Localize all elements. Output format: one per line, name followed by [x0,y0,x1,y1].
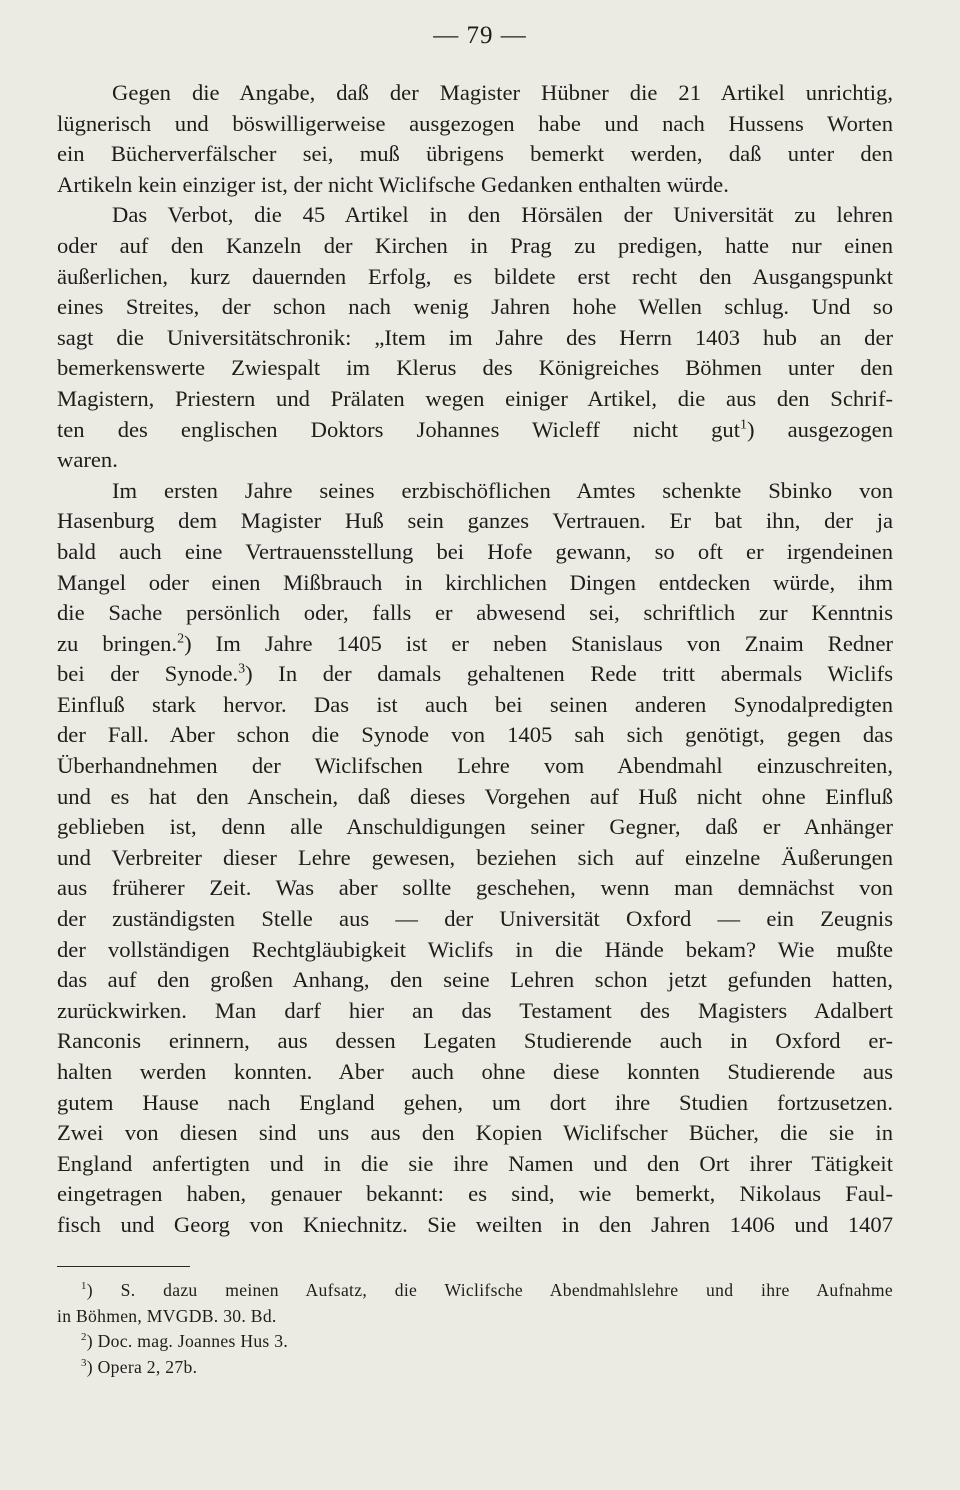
text-line [57,812,893,843]
line-text: und Verbreiter dieser Lehre gewesen, beziehen sich auf einzelne Äußerungen [57,844,893,870]
footnote-marker: 3 [81,1356,87,1369]
line-text-continued: ) ausgezogen [746,416,893,442]
text-line [57,568,893,599]
text-line [57,690,893,721]
footnote-marker: 1 [81,1280,87,1293]
line-text: ein Bücherverfälscher sei, muß übrigens bemerkt werden, daß unter den [57,141,893,167]
line-text: ten des englischen Doktors Johannes Wicleff nicht gut [57,416,740,442]
line-text: Zwei von diesen sind uns aus den Kopien Wiclifscher Bücher, die sie in [57,1120,893,1146]
footnote-line [57,1329,893,1355]
line-text: ) Opera 2, 27b. [86,1356,198,1377]
line-text: lügnerisch und böswilligerweise ausgezogen habe und nach Hussens Worten [57,110,893,136]
text-line [57,170,893,201]
text-line [57,996,893,1027]
line-text: Gegen die Angabe, daß der Magister Hübner die 21 Artikel unrichtig, [112,80,893,105]
footnote-marker: 2 [81,1331,87,1344]
text-line [57,751,893,782]
text-line [57,537,893,568]
footnote [57,1329,893,1355]
line-text: halten werden konnten. Aber auch ohne diese konnten Studierende aus [57,1059,893,1084]
text-line [57,323,893,354]
footnote-reference: 3 [238,661,246,677]
text-line [57,1026,893,1057]
line-text: Im ersten Jahre seines erzbischöflichen Amtes schenkte Sbinko von [112,477,893,503]
footnote-rule [57,1266,190,1267]
text-line [57,1149,893,1180]
line-text: bemerkenswerte Zwiespalt im Klerus des Königreiches Böhmen unter den [57,355,893,381]
line-text: waren. [57,447,118,473]
line-text: eines Streites, der schon nach wenig Jahren hohe Wellen schlug. Und so [57,294,893,320]
text-line [57,1057,893,1088]
text-line [57,200,893,231]
line-text: der zuständigsten Stelle aus — der Universität Oxford — ein Zeugnis [57,906,893,932]
footnote-reference: 2 [177,631,185,647]
line-text: und es hat den Anschein, daß dieses Vorgehen auf Huß nicht ohne Einfluß [57,783,893,809]
text-line [57,1118,893,1149]
text-line [57,935,893,966]
line-text: Magistern, Priestern und Prälaten wegen einiger Artikel, die aus den Schrif- [57,385,893,411]
text-line [57,415,893,446]
text-line [57,384,893,415]
text-line [57,476,893,507]
line-text-continued: ) Im Jahre 1405 ist er neben Stanislaus von Znaim Redner [184,630,893,656]
line-text-continued: ) In der damals gehaltenen Rede tritt abermals Wiclifs [245,661,893,687]
line-text: Überhandnehmen der Wiclifschen Lehre vom Abendmahl einzuschreiten, [57,753,893,779]
line-text: Mangel oder einen Mißbrauch in kirchlichen Dingen entdecken würde, ihm [57,569,893,595]
footnote-line [57,1278,893,1304]
text-line [57,659,893,690]
text-line [57,292,893,323]
line-text: äußerlichen, kurz dauernden Erfolg, es bildete erst recht den Ausgangspunkt [57,263,893,289]
text-line [57,629,893,660]
footnotes [57,1278,893,1380]
line-text: in Böhmen, MVGDB. 30. Bd. [57,1305,277,1326]
line-text: gutem Hause nach England gehen, um dort ihre Studien fortzusetzen. [57,1089,893,1115]
text-line [57,1210,893,1241]
line-text: oder auf den Kanzeln der Kirchen in Prag zu predigen, hatte nur einen [57,232,893,258]
line-text: Einfluß stark hervor. Das ist auch bei seinen anderen Synodalpredigten [57,691,893,717]
line-text: bald auch eine Vertrauensstellung bei Hofe gewann, so oft er irgendeinen [57,538,893,564]
line-text: zurückwirken. Man darf hier an das Testament des Magisters Adalbert [57,997,893,1023]
line-text: geblieben ist, denn alle Anschuldigungen seiner Gegner, daß er Anhänger [57,814,893,840]
footnote [57,1278,893,1329]
footnote-line [57,1304,893,1330]
text-line [57,782,893,813]
line-text: eingetragen haben, genauer bekannt: es sind, wie bemerkt, Nikolaus Faul- [57,1181,893,1207]
line-text: Das Verbot, die 45 Artikel in den Hörsälen der Universität zu lehren [112,202,893,228]
line-text: der vollständigen Rechtgläubigkeit Wiclifs in die Hände bekam? Wie mußte [57,936,893,962]
text-line [57,873,893,904]
text-line [57,262,893,293]
line-text: das auf den großen Anhang, den seine Lehren schon jetzt gefunden hatten, [57,967,893,993]
footnote-line [57,1355,893,1381]
line-text: ) Doc. mag. Joannes Hus 3. [86,1331,289,1351]
line-text: Artikeln kein einziger ist, der nicht Wiclifsche Gedanken enthalten würde. [57,171,729,197]
text-line [57,843,893,874]
line-text: aus früherer Zeit. Was aber sollte geschehen, wenn man demnächst von [57,875,893,901]
line-text: zu bringen. [57,630,178,656]
line-text: der Fall. Aber schon die Synode von 1405 sah sich genötigt, gegen das [57,722,893,748]
line-text: ) S. dazu meinen Aufsatz, die Wiclifsche Abendmahlslehre und ihre Aufnahme [86,1280,893,1300]
paragraph [57,476,893,1241]
paragraph [57,78,893,200]
line-text: fisch und Georg von Kniechnitz. Sie weilten in den Jahren 1406 und 1407 [57,1211,893,1237]
footnote [57,1355,893,1381]
paragraph [57,200,893,475]
line-text: Hasenburg dem Magister Huß sein ganzes Vertrauen. Er bat ihn, der ja [57,508,893,534]
text-line [57,598,893,629]
line-text: sagt die Universitätschronik: „Item im Jahre des Herrn 1403 hub an der [57,324,893,350]
text-line [57,109,893,140]
body-text [57,78,893,1241]
text-line [57,1088,893,1119]
text-line [57,353,893,384]
text-line [57,904,893,935]
line-text: Ranconis erinnern, aus dessen Legaten Studierende auch in Oxford er- [57,1028,893,1054]
text-line [57,1179,893,1210]
text-line [57,506,893,537]
line-text: bei der Synode. [57,661,239,687]
page-number: — 79 — [433,22,527,49]
text-line [57,78,893,109]
text-line [57,231,893,262]
text-line [57,139,893,170]
line-text: die Sache persönlich oder, falls er abwesend sei, schriftlich zur Kenntnis [57,600,893,626]
text-line [57,445,893,476]
footnote-reference: 1 [739,417,747,432]
text-line [57,720,893,751]
line-text: England anfertigten und in die sie ihre Namen und den Ort ihrer Tätigkeit [57,1150,893,1176]
text-line [57,965,893,996]
